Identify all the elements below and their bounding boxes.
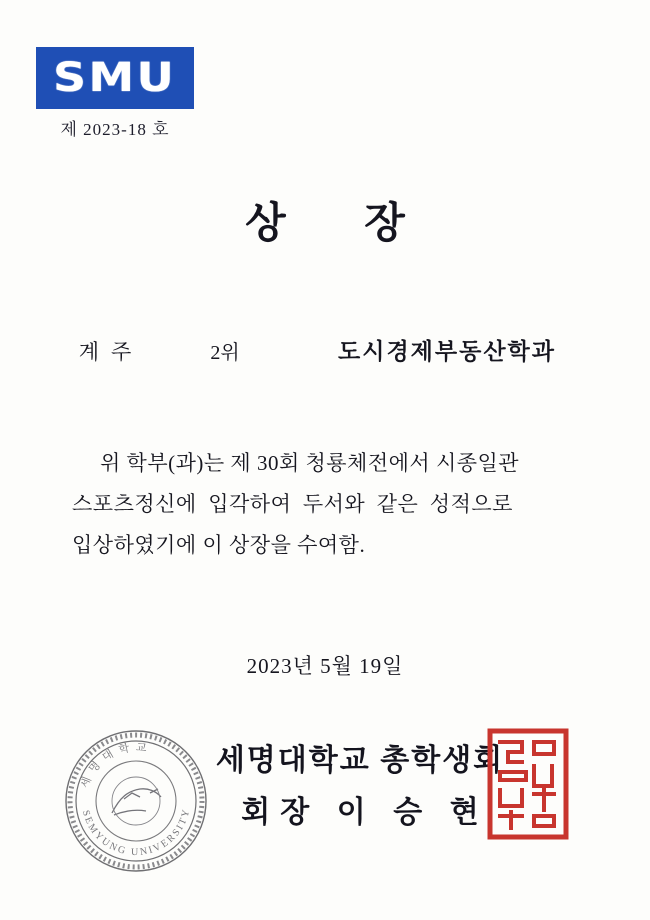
page-title: 상 장 <box>245 201 439 247</box>
body-line-3: 입상하였기에 이 상장을 수여함. <box>72 533 366 557</box>
signature-person: 회장 이 승 현 <box>241 796 489 829</box>
award-rank: 2위 <box>210 342 240 364</box>
embossed-university-seal-icon <box>62 727 210 875</box>
svg-text:세 명 대 학 교: 세 명 대 학 교 <box>78 741 149 790</box>
red-name-stamp-icon <box>487 728 569 840</box>
issue-date: 2023년 5월 19일 <box>246 654 404 678</box>
body-line-1: 위 학부(과)는 제 30회 청룡체전에서 시종일관 <box>100 451 520 475</box>
award-body-text <box>72 443 580 566</box>
signature-block <box>195 735 525 839</box>
logo-block <box>36 47 196 140</box>
smu-logo-icon <box>36 47 194 109</box>
signature-organization: 세명대학교 총학생회 <box>215 744 505 777</box>
award-line <box>0 333 650 366</box>
svg-text:SEMYUNG UNIVERSITY: SEMYUNG UNIVERSITY <box>79 806 193 859</box>
body-line-2: 스포츠정신에 입각하여 두서와 같은 성적으로 <box>72 492 513 516</box>
award-event: 계주 <box>78 340 144 364</box>
award-recipient: 도시경제부동산학과 <box>338 339 556 364</box>
logo-text: SMU <box>53 55 177 101</box>
document-number: 제 2023-18 호 <box>60 120 170 139</box>
